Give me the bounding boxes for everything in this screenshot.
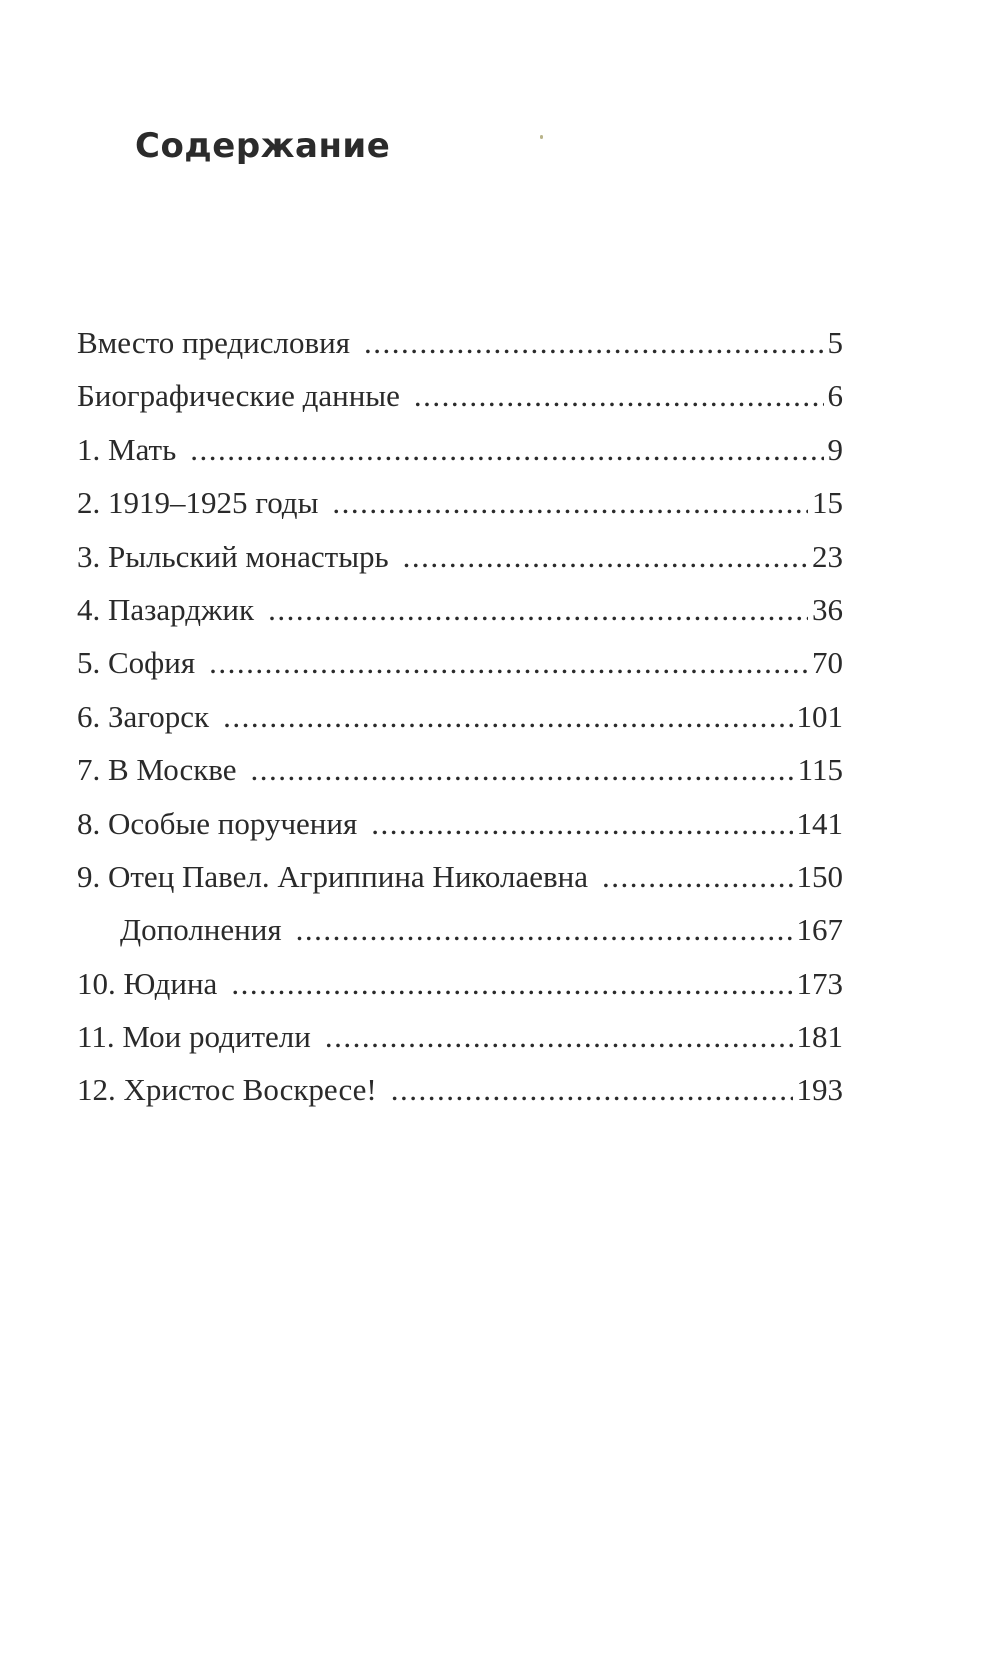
toc-entry-biography[interactable]	[77, 378, 843, 431]
toc-entry-title: 4. Пазарджик	[77, 591, 255, 627]
toc-entry-page: 6	[827, 378, 843, 414]
toc-entry-page: 150	[796, 858, 843, 894]
toc-entry-title: Вместо предисловия	[77, 325, 350, 360]
page-title: Содержание	[135, 126, 391, 166]
dot-leader	[223, 699, 792, 735]
toc-entry-page: 36	[812, 591, 843, 627]
toc-entry-title: 9. Отец Павел. Агриппина Николаевна	[77, 858, 588, 894]
table-of-contents	[77, 325, 843, 1126]
dot-leader	[403, 539, 808, 575]
toc-entry-page: 23	[812, 538, 843, 574]
toc-entry-page: 70	[812, 645, 843, 681]
toc-entry-preface[interactable]	[77, 325, 843, 378]
dot-leader	[414, 378, 824, 414]
dot-leader	[231, 966, 792, 1002]
toc-entry-chapter-10[interactable]	[77, 966, 843, 1019]
toc-entry-page: 15	[812, 485, 843, 521]
dot-leader	[602, 859, 793, 895]
toc-entry-page: 115	[797, 752, 843, 788]
toc-entry-chapter-6[interactable]	[77, 699, 843, 752]
toc-entry-title: 5. София	[77, 645, 196, 681]
toc-entry-chapter-12[interactable]	[77, 1072, 843, 1125]
toc-entry-chapter-9[interactable]	[77, 859, 843, 912]
toc-entry-title: Биографические данные	[77, 378, 400, 414]
dot-leader	[209, 645, 808, 681]
toc-entry-page: 193	[796, 1072, 843, 1108]
toc-entry-chapter-11[interactable]	[77, 1019, 843, 1072]
dot-leader	[364, 325, 824, 361]
toc-entry-appendix[interactable]	[77, 912, 843, 965]
toc-entry-title: 2. 1919–1925 годы	[77, 485, 319, 521]
toc-entry-title: 1. Мать	[77, 431, 177, 467]
dot-leader	[296, 912, 793, 948]
toc-entry-title: 8. Особые поручения	[77, 805, 358, 841]
dot-leader	[268, 592, 808, 628]
toc-entry-chapter-4[interactable]	[77, 592, 843, 645]
dot-leader	[391, 1072, 793, 1108]
dot-leader	[325, 1019, 793, 1055]
toc-entry-page: 101	[796, 698, 843, 734]
toc-entry-page: 167	[796, 912, 843, 948]
dot-leader	[190, 432, 823, 468]
toc-entry-page: 173	[796, 965, 843, 1001]
toc-entry-title: 11. Мои родители	[77, 1019, 311, 1055]
toc-entry-title: 12. Христос Воскресе!	[77, 1072, 377, 1108]
toc-entry-chapter-8[interactable]	[77, 806, 843, 859]
dot-leader	[371, 806, 792, 842]
toc-entry-page: 9	[827, 431, 843, 467]
toc-entry-chapter-3[interactable]	[77, 539, 843, 592]
toc-entry-page: 181	[796, 1019, 843, 1055]
toc-entry-page: 141	[796, 805, 843, 841]
toc-entry-chapter-7[interactable]	[77, 752, 843, 805]
toc-entry-page: 5	[827, 325, 843, 360]
toc-entry-chapter-5[interactable]	[77, 645, 843, 698]
toc-entry-chapter-2[interactable]	[77, 485, 843, 538]
dot-leader	[251, 752, 794, 788]
toc-entry-title: 6. Загорск	[77, 698, 210, 734]
toc-entry-title: Дополнения	[120, 912, 282, 948]
toc-entry-title: 10. Юдина	[77, 965, 218, 1001]
toc-entry-title: 7. В Москве	[77, 752, 237, 788]
toc-entry-chapter-1[interactable]	[77, 432, 843, 485]
paper-speck	[540, 135, 543, 139]
dot-leader	[332, 485, 808, 521]
toc-entry-title: 3. Рыльский монастырь	[77, 538, 389, 574]
